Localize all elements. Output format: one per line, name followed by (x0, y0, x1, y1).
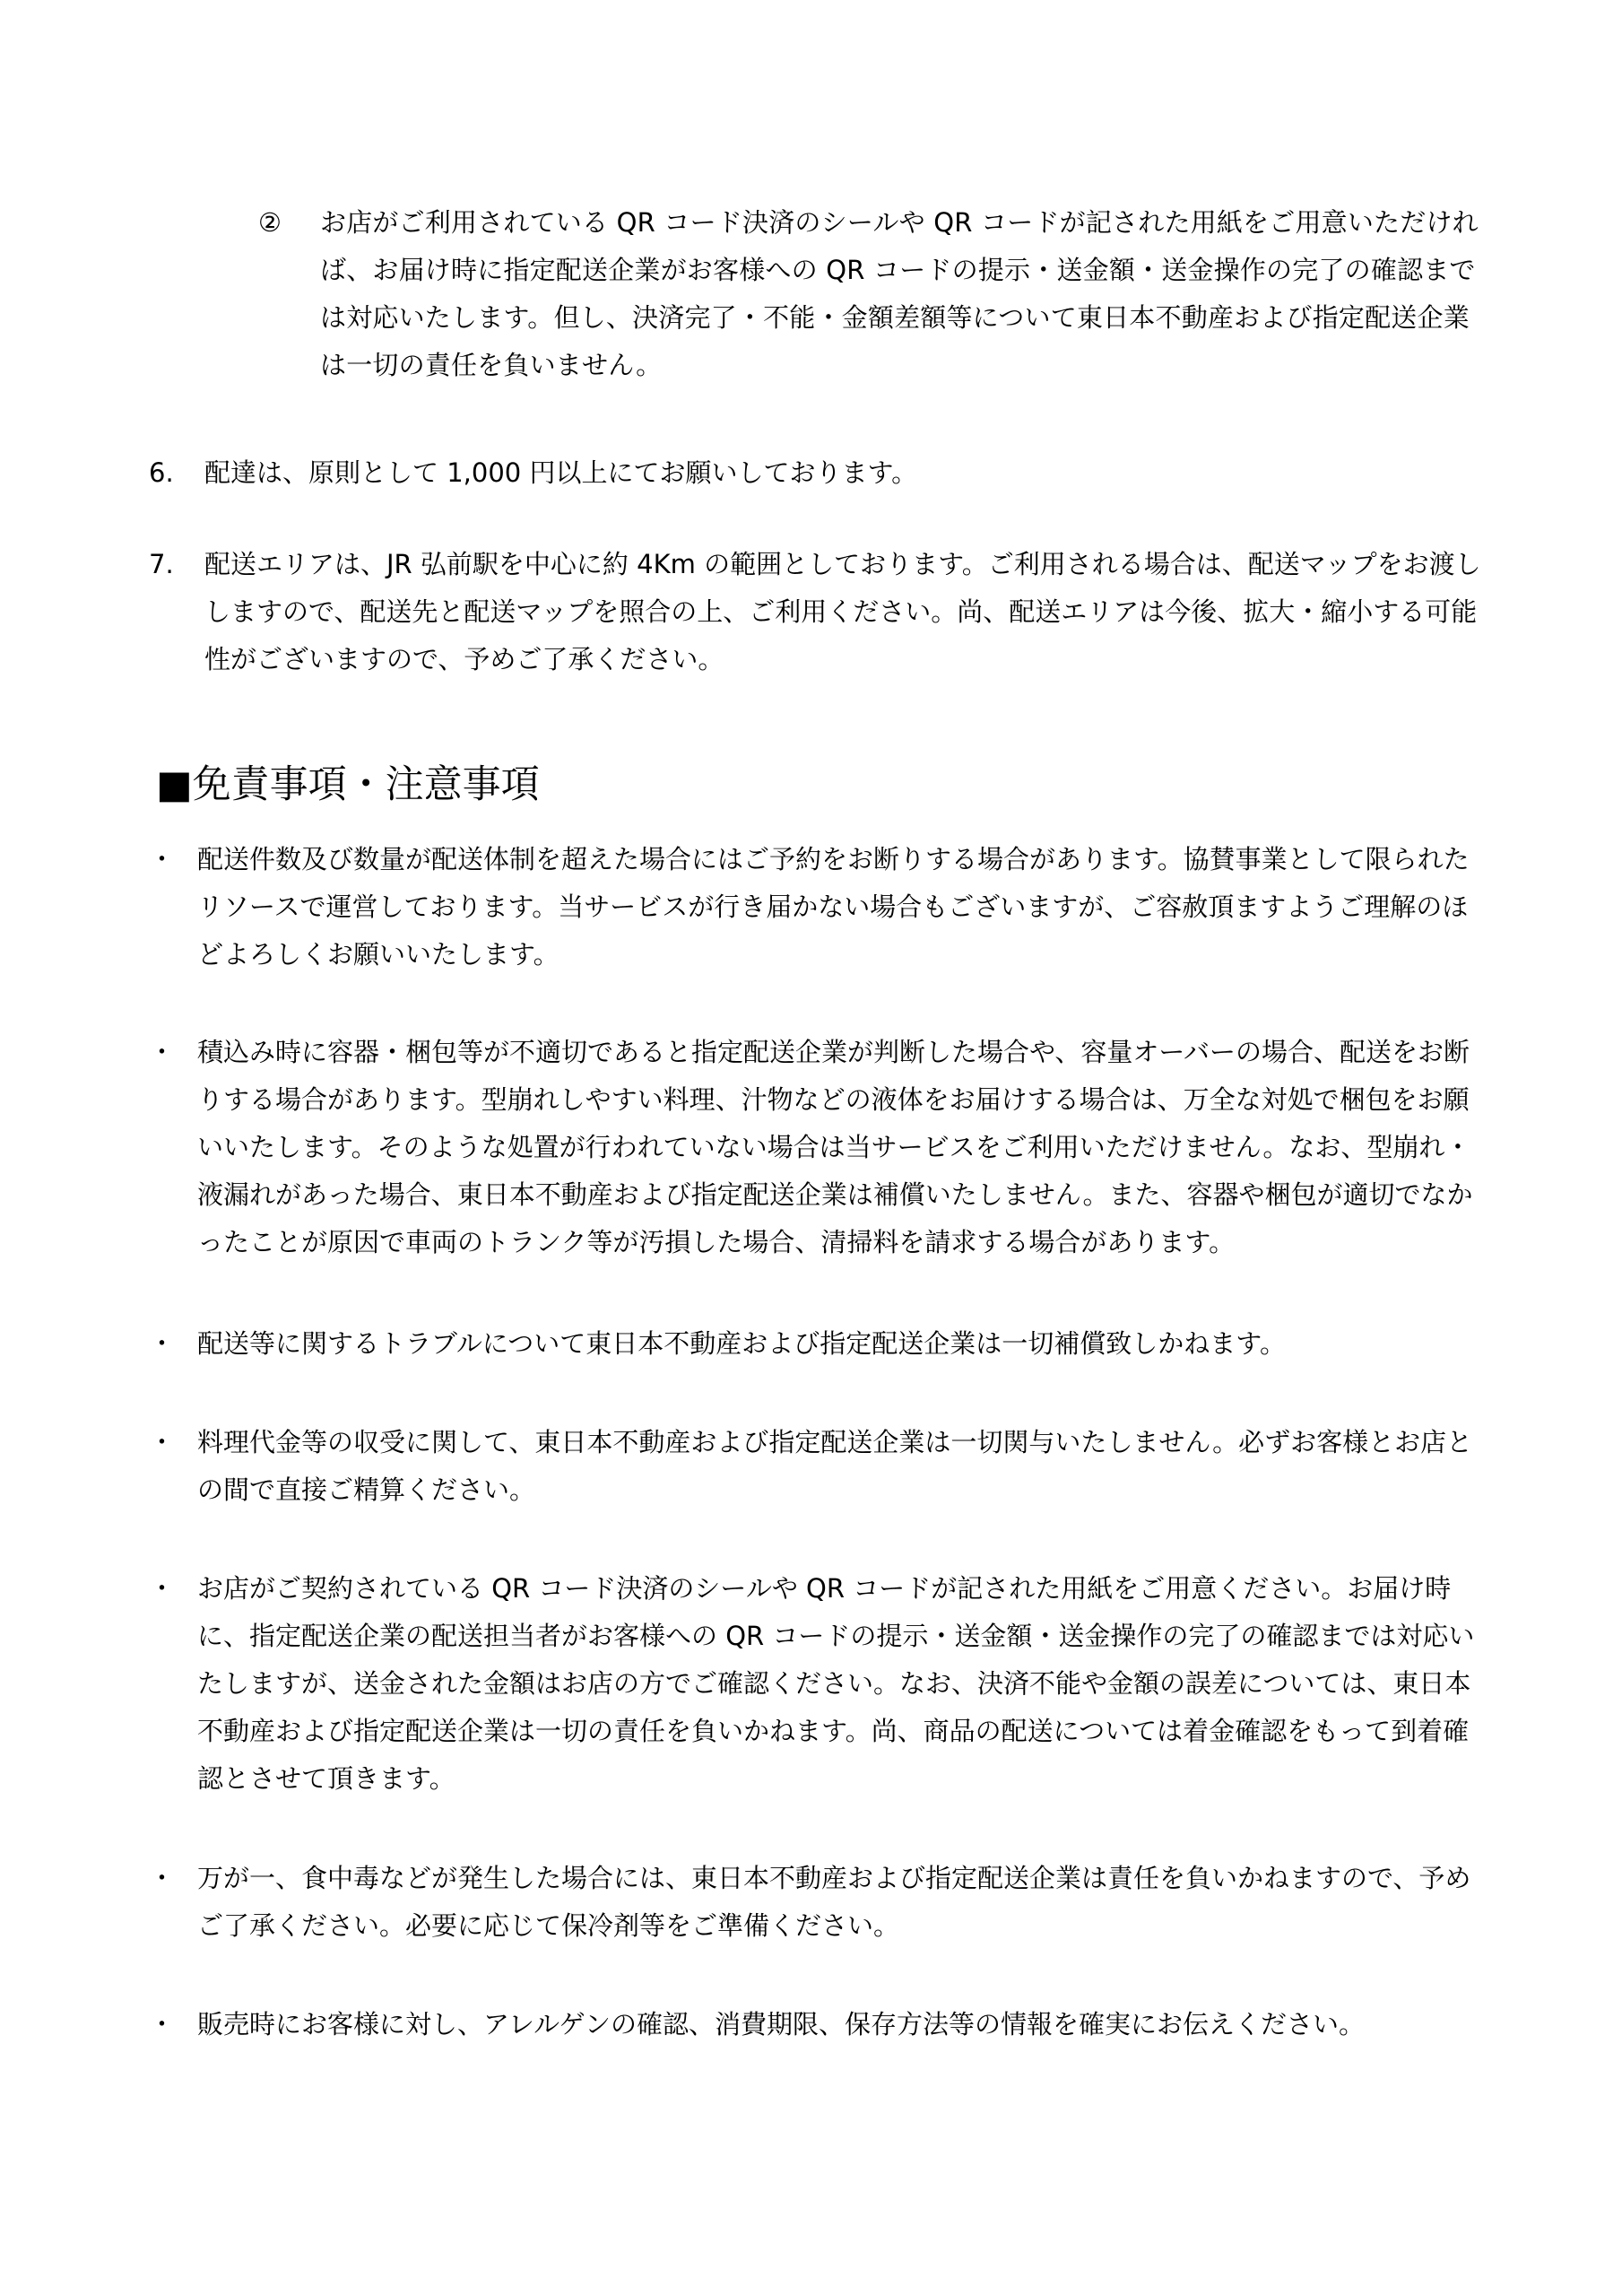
bullet-item-text: 配送件数及び数量が配送体制を超えた場合にはご予約をお断りする場合があります。協賛事業として限られたリソースで運営しております。当サービスが行き届かない場合もございますが、ご容赦頂ますようご理解のほどよろしくお願いいたします。 (197, 844, 1470, 970)
bullet-marker: ・ (149, 844, 176, 874)
item-number: 6. (149, 457, 174, 488)
bullet-marker: ・ (149, 1328, 176, 1359)
section-heading-disclaimer: ■免責事項・注意事項 (156, 762, 540, 807)
bullet-item (149, 1320, 1487, 1368)
bullet-marker: ・ (149, 1573, 176, 1604)
sub-list-item-text: お店がご利用されている QR コード決済のシールや QR コードが記された用紙をご用意いただければ、お届け時に指定配送企業がお客様への QR コードの提示・送金額・送金操作の完了の確認までは対応いたします。但し、決済完了・不能・金額差額等について東日本不動産および指定配送企業は一切の責任を負いません。 (320, 207, 1479, 380)
bullet-item-text: 配送等に関するトラブルについて東日本不動産および指定配送企業は一切補償致しかねます。 (197, 1328, 1286, 1359)
bullet-item (149, 836, 1487, 978)
bullet-item-text: お店がご契約されている QR コード決済のシールや QR コードが記された用紙をご用意ください。お届け時に、指定配送企業の配送担当者がお客様への QR コードの提示・送金額・送金操作の完了の確認までは対応いたしますが、送金された金額はお店の方でご確認ください。なお、決済不能や金額の誤差については、東日本不動産および指定配送企業は一切の責任を負いかねます。尚、商品の配送については着金確認をもって到着確認とさせて頂きます。 (197, 1573, 1475, 1794)
numbered-item-6 (149, 449, 1487, 497)
bullet-item (149, 1855, 1487, 1950)
bullet-item (149, 1029, 1487, 1266)
bullet-marker: ・ (149, 1427, 176, 1457)
bullet-marker: ・ (149, 2009, 176, 2039)
numbered-item-text: 配送エリアは、JR 弘前駅を中心に約 4Km の範囲としております。ご利用される場合は、配送マップをお渡ししますので、配送先と配送マップを照合の上、ご利用ください。尚、配送エリアは今後、拡大・縮小する可能性がございますので、予めご了承ください。 (204, 549, 1481, 674)
item-number: 7. (149, 549, 174, 579)
sub-list-item (258, 199, 1487, 389)
bullet-item (149, 1565, 1487, 1803)
bullet-item-text: 積込み時に容器・梱包等が不適切であると指定配送企業が判断した場合や、容量オーバーの場合、配送をお断りする場合があります。型崩れしやすい料理、汁物などの液体をお届けする場合は、万全な対処で梱包をお願いいたします。そのような処置が行われていない場合は当サービスをご利用いただけません。なお、型崩れ・液漏れがあった場合、東日本不動産および指定配送企業は補償いたしません。また、容器や梱包が適切でなかったことが原因で車両のトランク等が汚損した場合、清掃料を請求する場合があります。 (197, 1037, 1473, 1257)
circled-number-marker: ② (258, 207, 282, 238)
bullet-item (149, 2001, 1487, 2048)
bullet-marker: ・ (149, 1037, 176, 1067)
bullet-item (149, 1419, 1487, 1514)
numbered-item-text: 配達は、原則として 1,000 円以上にてお願いしております。 (204, 457, 918, 488)
bullet-item-text: 料理代金等の収受に関して、東日本不動産および指定配送企業は一切関与いたしません。必ずお客様とお店との間で直接ご精算ください。 (197, 1427, 1473, 1505)
numbered-item-7 (149, 541, 1487, 683)
bullet-marker: ・ (149, 1863, 176, 1893)
bullet-item-text: 万が一、食中毒などが発生した場合には、東日本不動産および指定配送企業は責任を負いかねますので、予めご了承ください。必要に応じて保冷剤等をご準備ください。 (197, 1863, 1471, 1941)
bullet-item-text: 販売時にお客様に対し、アレルゲンの確認、消費期限、保存方法等の情報を確実にお伝えください。 (197, 2009, 1365, 2039)
